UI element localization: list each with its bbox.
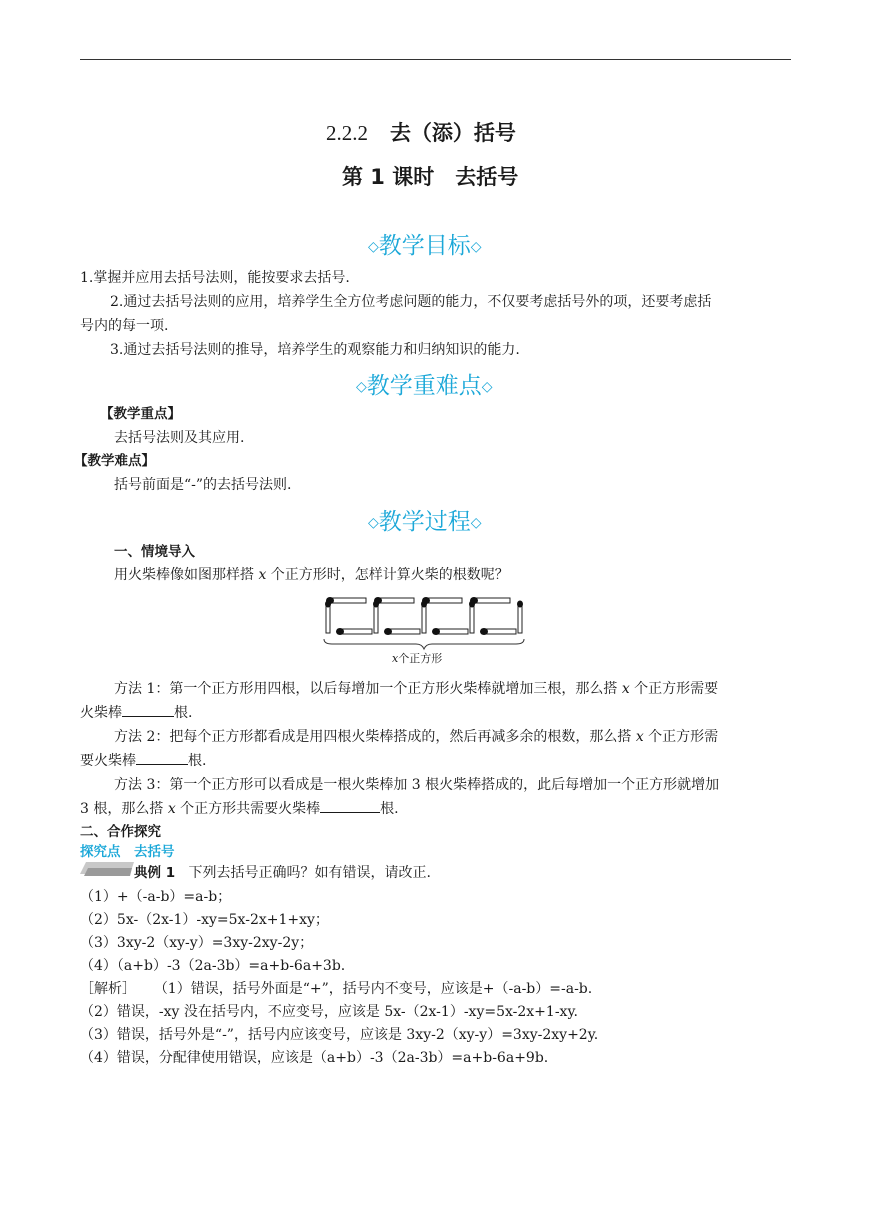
title-text: 去（添）括号 (389, 121, 516, 145)
diamond-icon: ◇ (470, 515, 482, 531)
text-run: 根. (188, 753, 207, 769)
section-heading-process (368, 503, 482, 536)
text-run: 个正方形需要 (629, 681, 719, 697)
cooperation-label: 二、合作探究 (80, 824, 161, 840)
section-heading-goals (368, 227, 482, 260)
match-stick (332, 598, 366, 603)
var-x: x (392, 652, 399, 665)
section-heading-key-points (356, 367, 493, 400)
goal-2-line-2: 号内的每一项. (80, 318, 169, 334)
example-question: 下列去括号正确吗？如有错误，请改正. (188, 865, 431, 881)
page-title (326, 117, 516, 147)
example-item: （2）5x-（2x-1）-xy=5x-2x+1+xy； (80, 912, 329, 928)
text-run: 方法 2：把每个正方形都看成是用四根火柴棒搭成的，然后再减多余的根数，那么搭 (114, 729, 636, 745)
explore-point-label: 探究点 去括号 (80, 844, 175, 860)
analysis-answer: （3）错误，括号外是“-”，括号内应该变号，应该是 3xy-2（xy-y）=3xy-2xy+2y. (80, 1027, 599, 1043)
text-run: 个正方形时，怎样计算火柴的根数呢？ (266, 567, 509, 583)
diamond-icon: ◇ (481, 379, 493, 395)
goal-1: 1.掌握并应用去括号法则，能按要求去括号. (80, 270, 350, 286)
goal-2-line-1: 2.通过去括号法则的应用，培养学生全方位考虑问题的能力，不仅要考虑括号外的项，还要考虑括 (110, 294, 712, 310)
header-rule (80, 59, 791, 60)
focus-label: 【教学重点】 (100, 406, 181, 422)
diamond-icon: ◇ (356, 379, 367, 395)
intro-label: 一、情境导入 (114, 544, 195, 560)
var-x: x (635, 729, 644, 745)
figure-caption (392, 650, 442, 666)
text-run: 用火柴棒像如图那样搭 (114, 567, 259, 583)
caption-text: 个正方形 (398, 652, 443, 665)
text-run: 根. (380, 801, 399, 817)
difficulty-text: 括号前面是“-”的去括号法则. (114, 477, 292, 493)
text-run: 个正方形需 (643, 729, 719, 745)
answer-blank[interactable] (122, 702, 174, 717)
analysis-line-1 (80, 977, 592, 1001)
analysis-label: ［解析］ (80, 981, 136, 997)
method-1-line-2 (80, 701, 192, 725)
method-3-line-2 (80, 797, 399, 821)
analysis-answer: （2）错误，-xy 没在括号内，不应变号，应该是 5x-（2x-1）-xy=5x-2x+1-xy. (80, 1004, 578, 1020)
example-item: （1）+（-a-b）=a-b； (80, 889, 232, 905)
diamond-icon: ◇ (470, 239, 482, 255)
example-label: 典例 1 (134, 865, 176, 881)
method-2-line-2 (80, 749, 206, 773)
title-number: 2.2.2 (326, 121, 368, 145)
example-1 (134, 861, 431, 885)
text-run: 方法 1：第一个正方形用四根，以后每增加一个正方形火柴棒就增加三根，那么搭 (114, 681, 622, 697)
diamond-icon: ◇ (368, 239, 379, 255)
match-stick (380, 598, 414, 603)
section-title: 教学重难点 (366, 373, 482, 399)
brace (324, 639, 524, 649)
method-2-line-1 (114, 725, 718, 749)
example-item: （3）3xy-2（xy-y）=3xy-2xy-2y； (80, 935, 314, 951)
var-x: x (258, 567, 267, 583)
var-x: x (167, 801, 176, 817)
answer-blank[interactable] (136, 750, 188, 765)
match-stick (428, 598, 462, 603)
analysis-answer: （4）错误，分配律使用错误，应该是（a+b）-3（2a-3b）=a+b-6a+9b. (80, 1050, 549, 1066)
analysis-answer: （1）错误，括号外面是“+”，括号内不变号，应该是+（-a-b）=-a-b. (153, 981, 593, 997)
text-run: 3 根，那么搭 (80, 801, 168, 817)
match-stick (476, 598, 510, 603)
page-subtitle: 第 1 课时 去括号 (342, 165, 519, 189)
section-title: 教学目标 (378, 233, 471, 259)
method-1-line-1 (114, 677, 718, 701)
text-run: 根. (174, 705, 193, 721)
diamond-icon: ◇ (368, 515, 379, 531)
text-run: 火柴棒 (80, 705, 122, 721)
difficulty-label: 【教学难点】 (74, 453, 155, 469)
text-run: 个正方形共需要火柴棒 (175, 801, 321, 817)
example-tab-icon (80, 858, 136, 880)
text-run: 要火柴棒 (80, 753, 136, 769)
intro-question (114, 563, 509, 587)
method-3-line-1: 方法 3：第一个正方形可以看成是一根火柴棒加 3 根火柴棒搭成的，此后每增加一个正方形就增加 (114, 777, 720, 793)
goal-3: 3.通过去括号法则的推导，培养学生的观察能力和归纳知识的能力. (110, 342, 520, 358)
answer-blank[interactable] (320, 798, 380, 813)
focus-text: 去括号法则及其应用. (114, 430, 245, 446)
example-item: （4）（a+b）-3（2a-3b）=a+b-6a+3b. (80, 958, 346, 974)
section-title: 教学过程 (378, 509, 471, 535)
var-x: x (621, 681, 630, 697)
